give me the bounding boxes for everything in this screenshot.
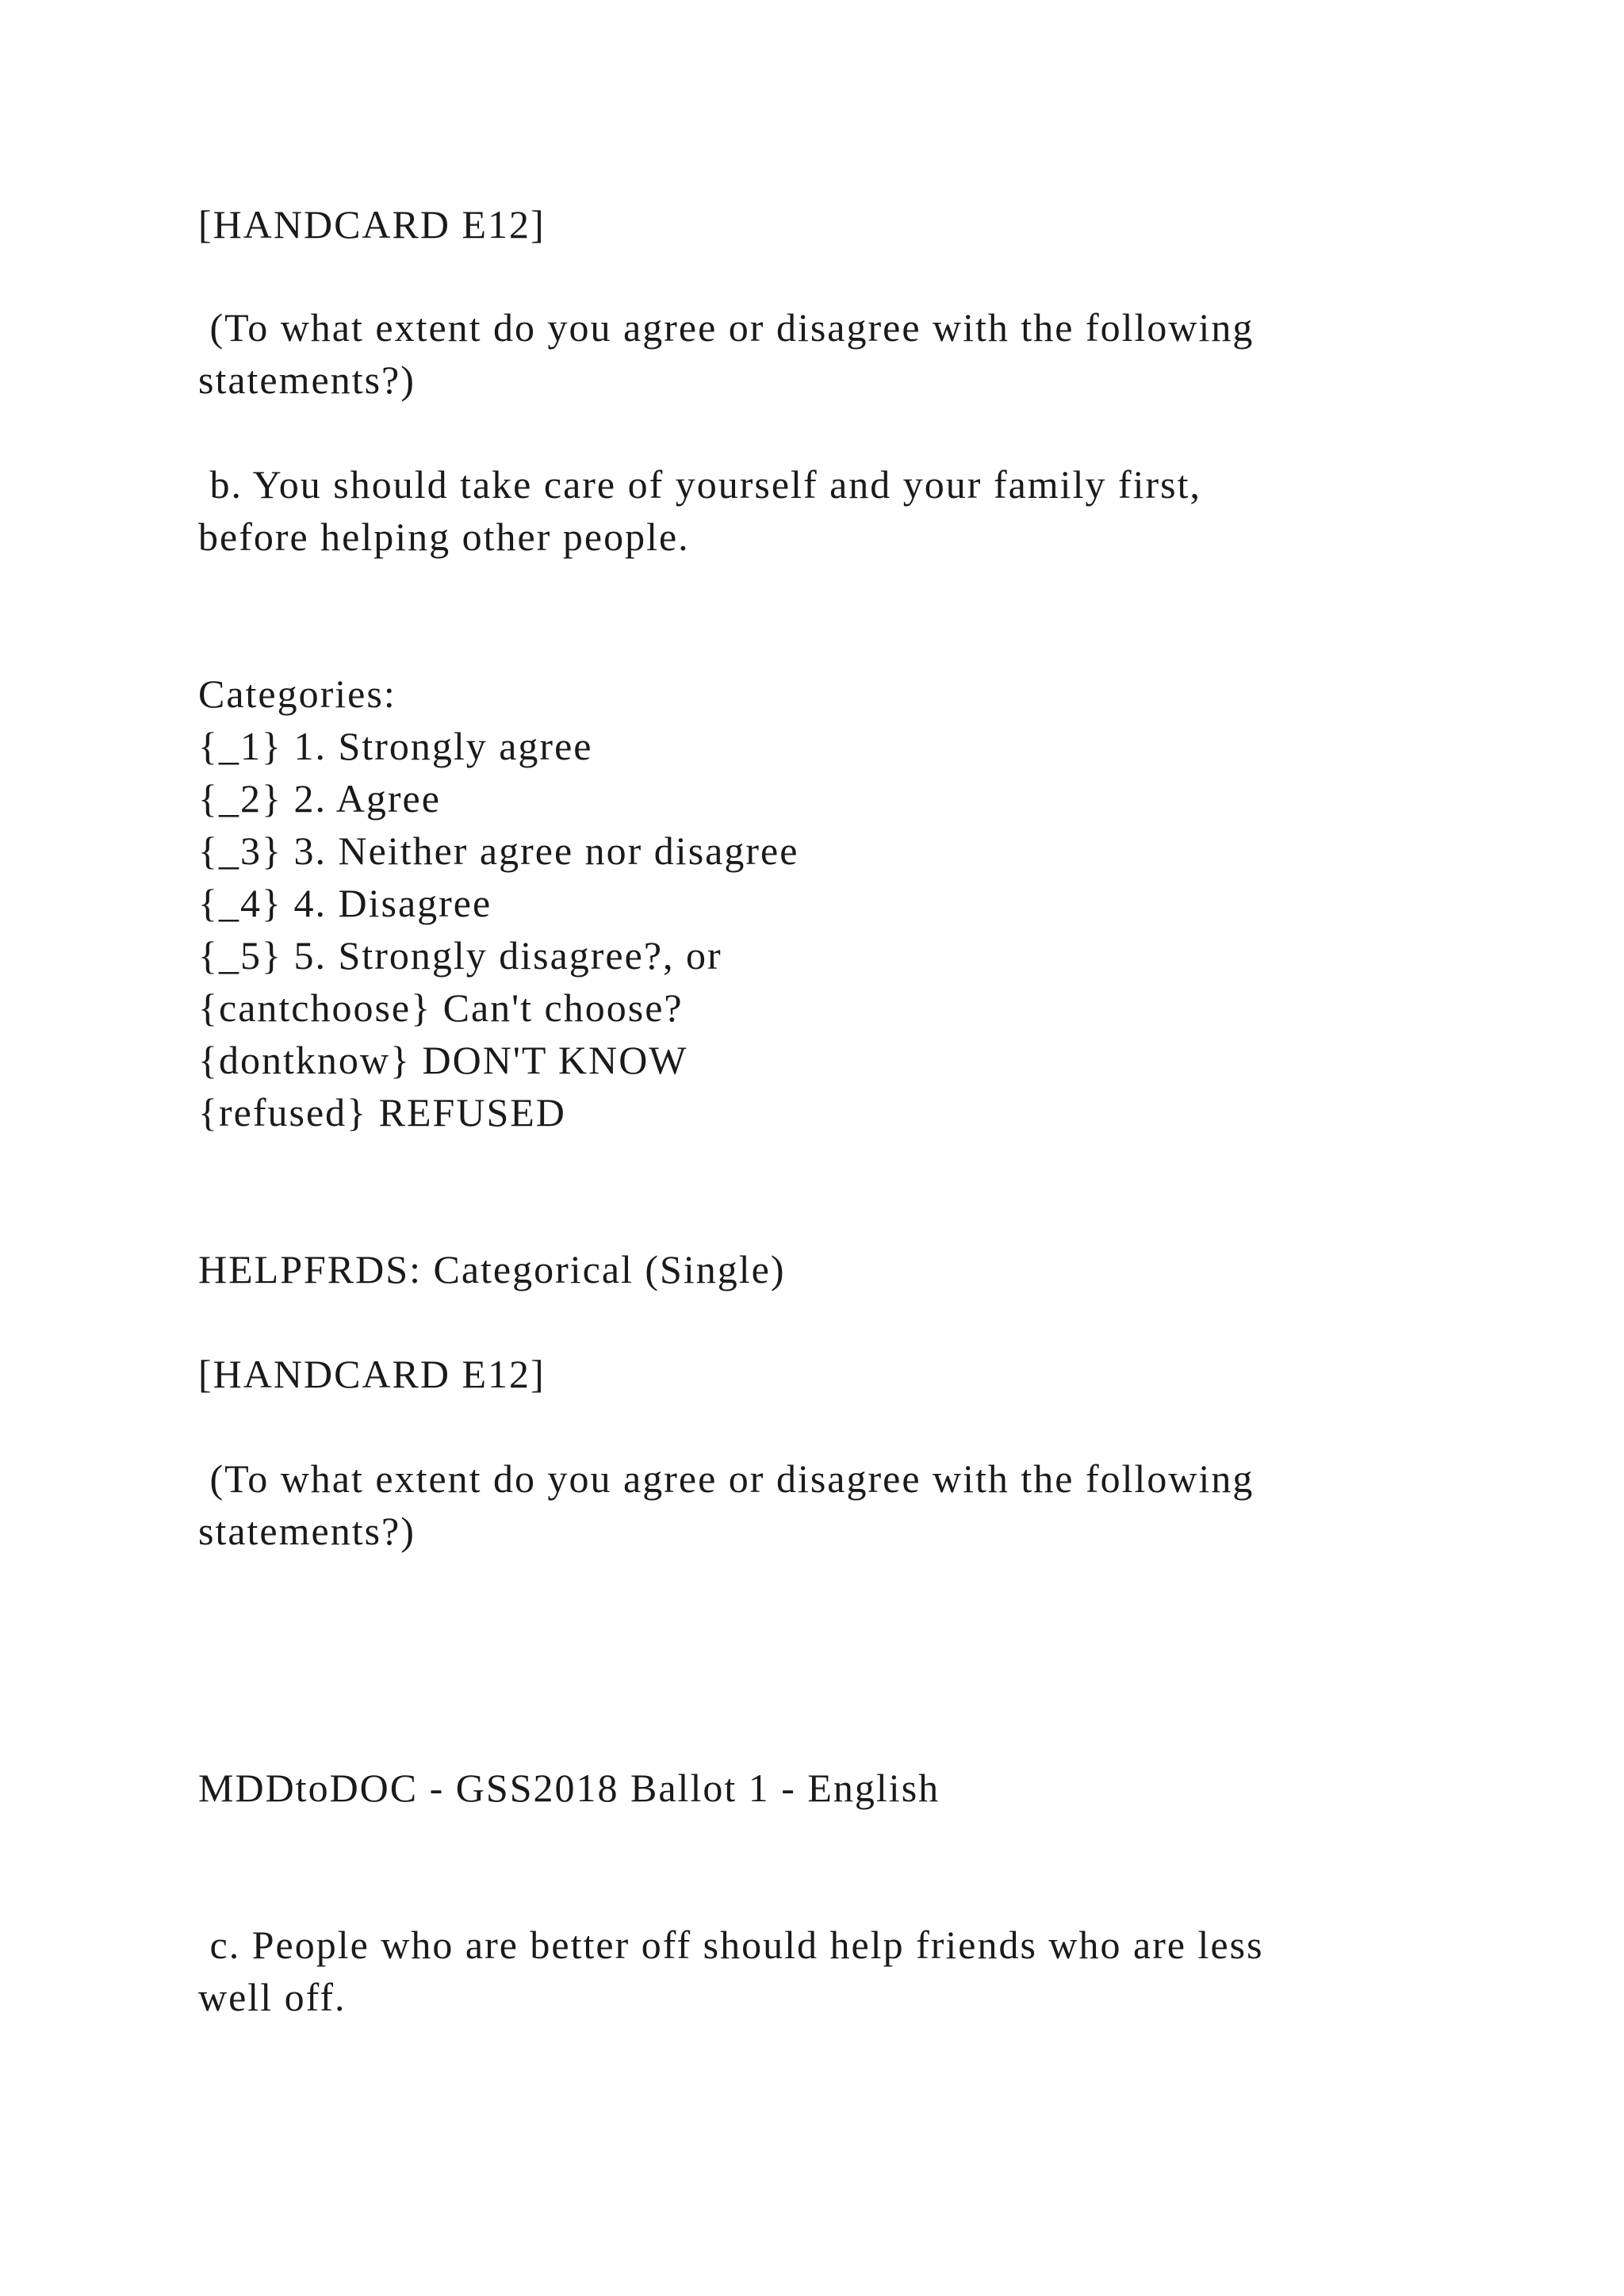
question-prompt-line-2: statements?) xyxy=(198,358,416,402)
handcard-label: [HANDCARD E12] xyxy=(198,202,546,247)
question-prompt-2-line-1: (To what extent do you agree or disagree with the following xyxy=(198,1456,1254,1501)
item-c-line-2: well off. xyxy=(198,1975,347,2019)
category-option: {refused} REFUSED xyxy=(198,1090,566,1135)
question-prompt-line-1: (To what extent do you agree or disagree with the following xyxy=(198,305,1254,350)
categories-heading: Categories: xyxy=(198,672,396,716)
item-b-line-1: b. You should take care of yourself and your family first, xyxy=(198,462,1201,507)
category-option: {cantchoose} Can't choose? xyxy=(198,985,684,1030)
item-c-line-1: c. People who are better off should help friends who are less xyxy=(198,1923,1264,1967)
handcard-label-2: [HANDCARD E12] xyxy=(198,1352,546,1396)
variable-definition: HELPFRDS: Categorical (Single) xyxy=(198,1247,786,1292)
footer-source-label: MDDtoDOC - GSS2018 Ballot 1 - English xyxy=(198,1766,940,1810)
category-option: {_3} 3. Neither agree nor disagree xyxy=(198,828,799,873)
category-option: {_2} 2. Agree xyxy=(198,776,441,821)
category-option: {_1} 1. Strongly agree xyxy=(198,724,593,768)
category-option: {dontknow} DON'T KNOW xyxy=(198,1038,688,1082)
category-option: {_5} 5. Strongly disagree?, or xyxy=(198,933,722,978)
item-b-line-2: before helping other people. xyxy=(198,515,690,559)
question-prompt-2-line-2: statements?) xyxy=(198,1509,416,1553)
category-option: {_4} 4. Disagree xyxy=(198,881,492,925)
